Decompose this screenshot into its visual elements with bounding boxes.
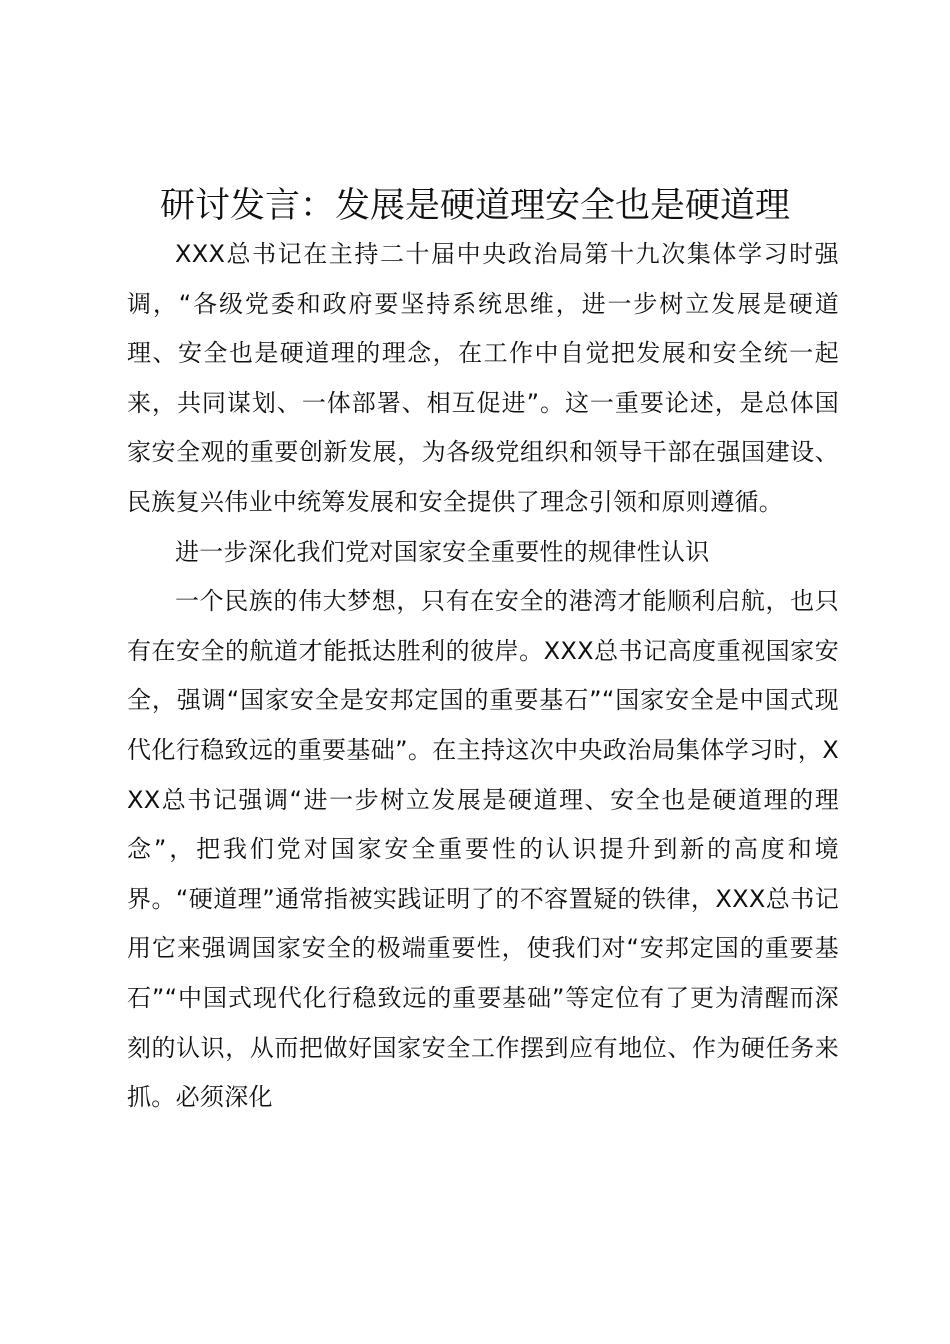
paragraph-intro: XXX总书记在主持二十届中央政治局第十九次集体学习时强调，“各级党委和政府要坚持系统思维，进一步树立发展是硬道理、安全也是硬道理的理念，在工作中自觉把发展和安全统一起来，共同谋划、一体部署、相互促进”。这一重要论述，是总体国家安全观的重要创新发展，为各级党组织和领导干部在强国建设、民族复兴伟业中统筹发展和安全提供了理念引领和原则遵循。 — [127, 240, 839, 516]
document-body — [127, 230, 839, 1123]
document-title: 研讨发言：发展是硬道理安全也是硬道理 — [159, 186, 790, 226]
paragraph-body: 一个民族的伟大梦想，只有在安全的港湾才能顺利启航，也只有在安全的航道才能抵达胜利的彼岸。XXX总书记高度重视国家安全，强调“国家安全是安邦定国的重要基石”“国家安全是中国式现代化行稳致远的重要基础”。在主持这次中央政治局集体学习时，XXX总书记强调“进一步树立发展是硬道理、安全也是硬道理的理念”，把我们党对国家安全重要性的认识提升到新的高度和境界。“硬道理”通常指被实践证明了的不容置疑的铁律，XXX总书记用它来强调国家安全的极端重要性，使我们对“安邦定国的重要基石”“中国式现代化行稳致远的重要基础”等定位有了更为清醒而深刻的认识，从而把做好国家安全工作摆到应有地位、作为硬任务来抓。必须深化 — [127, 587, 839, 1112]
section-heading: 进一步深化我们党对国家安全重要性的规律性认识 — [175, 537, 710, 566]
